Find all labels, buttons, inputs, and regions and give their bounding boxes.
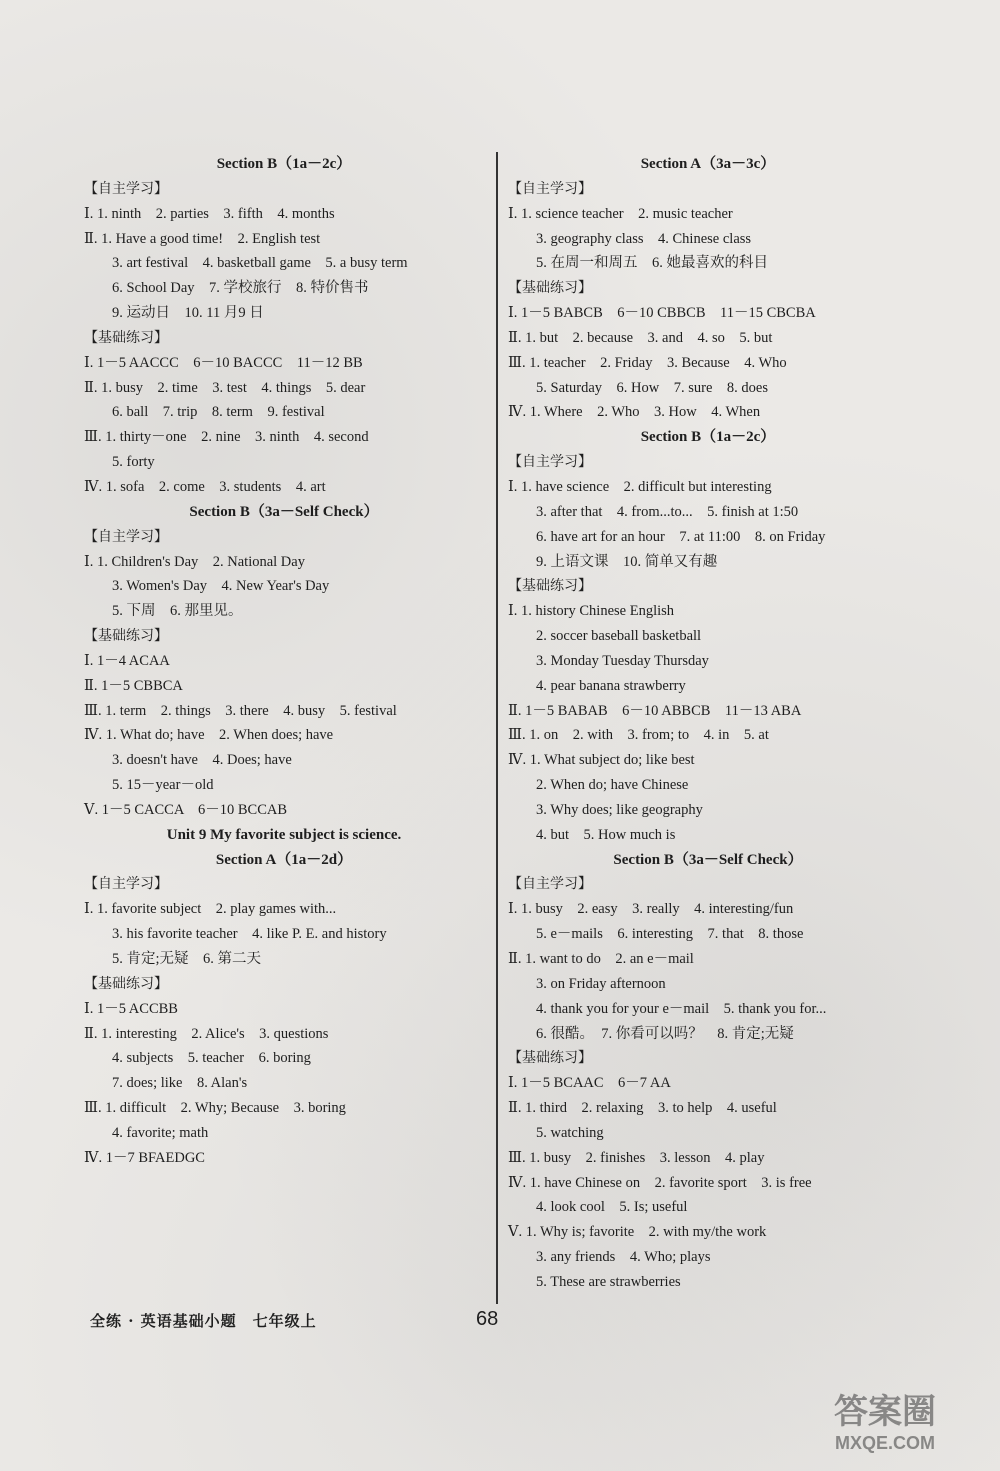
answer-line: 3. on Friday afternoon: [536, 975, 666, 992]
answer-line: Ⅳ. 1. sofa 2. come 3. students 4. art: [84, 478, 326, 495]
answer-line: 4. subjects 5. teacher 6. boring: [112, 1050, 311, 1067]
answer-line: Ⅱ. 1. busy 2. time 3. test 4. things 5. dear: [84, 379, 366, 396]
exercise-heading: 【基础练习】: [508, 578, 592, 595]
answer-line: Ⅳ. 1. have Chinese on 2. favorite sport 3. is free: [508, 1174, 812, 1191]
section-heading: Unit 9 My favorite subject is science.: [166, 826, 402, 843]
section-heading: Section B（3a－Self Check）: [613, 851, 803, 868]
watermark-logo-text: 答案圈: [834, 1392, 936, 1432]
answer-line: 2. When do; have Chinese: [536, 777, 689, 794]
answer-line: 3. after that 4. from...to... 5. finish at 1:50: [536, 503, 799, 520]
exercise-heading: 【自主学习】: [508, 454, 592, 471]
answer-line: 5. 15－year－old: [112, 777, 214, 794]
answer-line: Ⅳ. 1－7 BFAEDGC: [84, 1149, 205, 1166]
answer-line: Ⅰ. 1. Children's Day 2. National Day: [84, 553, 305, 570]
exercise-heading: 【自主学习】: [84, 528, 168, 545]
answer-line: Ⅲ. 1. term 2. things 3. there 4. busy 5. festival: [84, 702, 397, 719]
answer-line: Ⅲ. 1. teacher 2. Friday 3. Because 4. Who: [508, 354, 787, 371]
exercise-heading: 【基础练习】: [84, 628, 168, 645]
answer-line: Ⅰ. 1－5 AACCC 6－10 BACCC 11－12 BB: [84, 354, 363, 371]
answer-line: 5. watching: [536, 1124, 604, 1141]
answer-line: Ⅱ. 1. but 2. because 3. and 4. so 5. but: [508, 329, 773, 346]
section-heading: Section A（3a－3c）: [640, 156, 776, 172]
section-heading: Section B（3a－Self Check）: [189, 503, 379, 520]
answer-line: Ⅳ. 1. Where 2. Who 3. How 4. When: [508, 404, 761, 421]
answer-line: Ⅳ. 1. What do; have 2. When does; have: [84, 727, 334, 744]
answer-line: 5. e－mails 6. interesting 7. that 8. those: [536, 926, 804, 943]
answer-line: 4. look cool 5. Is; useful: [536, 1199, 688, 1216]
answer-line: Ⅴ. 1－5 CACCA 6－10 BCCAB: [84, 801, 288, 818]
answer-line: Ⅰ. 1－5 BCAAC 6－7 AA: [508, 1075, 671, 1092]
answer-line: 5. 肯定;无疑 6. 第二天: [112, 951, 262, 967]
answer-line: Ⅱ. 1. Have a good time! 2. English test: [84, 230, 321, 247]
answer-line: 3. doesn't have 4. Does; have: [112, 752, 292, 769]
answer-line: Ⅰ. 1. ninth 2. parties 3. fifth 4. months: [84, 205, 335, 222]
answer-line: Ⅲ. 1. thirty－one 2. nine 3. ninth 4. second: [84, 429, 369, 446]
answer-line: Ⅱ. 1－5 CBBCA: [84, 677, 183, 694]
answer-line: 5. Saturday 6. How 7. sure 8. does: [536, 379, 768, 396]
answer-line: 3. Why does; like geography: [536, 801, 703, 818]
exercise-heading: 【自主学习】: [84, 876, 168, 893]
exercise-heading: 【自主学习】: [508, 180, 592, 197]
answer-line: Ⅱ. 1. want to do 2. an e－mail: [508, 951, 694, 967]
answer-line: Ⅲ. 1. on 2. with 3. from; to 4. in 5. at: [508, 727, 769, 744]
answer-line: 6. have art for an hour 7. at 11:00 8. on Friday: [536, 528, 826, 545]
answer-line: 5. 在周一和周五 6. 她最喜欢的科目: [536, 255, 768, 272]
answer-line: 9. 上语文课 10. 简单又有趣: [536, 553, 718, 570]
section-heading: Section B（1a－2c）: [216, 156, 352, 172]
column-divider: [496, 152, 498, 1304]
answer-line: Ⅱ. 1. interesting 2. Alice's 3. questions: [84, 1025, 329, 1042]
page-number: 68: [476, 1308, 499, 1330]
answer-line: Ⅰ. 1. history Chinese English: [508, 603, 675, 620]
answer-line: 3. art festival 4. basketball game 5. a busy term: [112, 255, 408, 272]
answer-line: Ⅲ. 1. difficult 2. Why; Because 3. boring: [84, 1100, 346, 1117]
exercise-heading: 【基础练习】: [84, 329, 168, 346]
answer-line: 3. Women's Day 4. New Year's Day: [112, 578, 330, 595]
exercise-heading: 【自主学习】: [508, 876, 592, 893]
section-heading: Section A（1a－2d）: [215, 851, 353, 868]
answer-line: Ⅰ. 1. favorite subject 2. play games with...: [84, 901, 337, 918]
right-column: [508, 152, 908, 1295]
site-watermark: [790, 1391, 980, 1461]
answer-line: Ⅰ. 1. busy 2. easy 3. really 4. interesting/fun: [508, 901, 794, 918]
exercise-heading: 【基础练习】: [508, 1050, 592, 1067]
book-title: 全练 · 英语基础小题 七年级上: [90, 1312, 317, 1330]
answer-line: Ⅰ. 1. science teacher 2. music teacher: [508, 205, 733, 222]
exercise-heading: 【基础练习】: [508, 280, 592, 297]
answer-line: 6. ball 7. trip 8. term 9. festival: [112, 404, 325, 421]
answer-line: 5. forty: [112, 454, 155, 471]
answer-line: Ⅰ. 1－5 ACCBB: [84, 1000, 178, 1017]
watermark-url: MXQE.COM: [834, 1433, 935, 1453]
answer-line: 5. 下周 6. 那里见。: [112, 603, 243, 620]
section-heading: Section B（1a－2c）: [640, 429, 776, 446]
page-footer: [90, 1308, 910, 1338]
answer-line: 4. but 5. How much is: [536, 826, 676, 843]
answer-line: Ⅲ. 1. busy 2. finishes 3. lesson 4. play: [508, 1149, 765, 1166]
exercise-heading: 【基础练习】: [84, 975, 168, 992]
answer-line: 3. geography class 4. Chinese class: [536, 230, 752, 247]
answer-line: 9. 运动日 10. 11 月9 日: [112, 305, 264, 322]
answer-line: 4. pear banana strawberry: [536, 677, 686, 694]
answer-line: 6. 很酷。 7. 你看可以吗？ 8. 肯定;无疑: [536, 1025, 794, 1042]
answer-line: 7. does; like 8. Alan's: [112, 1075, 248, 1092]
answer-line: 2. soccer baseball basketball: [536, 628, 702, 645]
answer-line: Ⅰ. 1－5 BABCB 6－10 CBBCB 11－15 CBCBA: [508, 305, 816, 322]
answer-line: Ⅰ. 1. have science 2. difficult but interesting: [508, 478, 772, 495]
answer-line: 3. Monday Tuesday Thursday: [536, 652, 709, 669]
answer-line: 6. School Day 7. 学校旅行 8. 特价售书: [112, 280, 369, 297]
answer-line: 5. These are strawberries: [536, 1273, 681, 1290]
answer-line: 3. any friends 4. Who; plays: [536, 1249, 711, 1266]
answer-line: 4. favorite; math: [112, 1124, 209, 1141]
answer-line: Ⅱ. 1. third 2. relaxing 3. to help 4. useful: [508, 1100, 777, 1117]
answer-line: Ⅳ. 1. What subject do; like best: [508, 752, 695, 769]
answer-line: 3. his favorite teacher 4. like P. E. and history: [112, 926, 387, 943]
exercise-heading: 【自主学习】: [84, 180, 168, 197]
answer-line: 4. thank you for your e－mail 5. thank you for...: [536, 1000, 827, 1017]
answer-line: Ⅱ. 1－5 BABAB 6－10 ABBCB 11－13 ABA: [508, 702, 802, 719]
left-column: [84, 152, 484, 1171]
answer-line: Ⅴ. 1. Why is; favorite 2. with my/the work: [508, 1224, 767, 1241]
answer-line: Ⅰ. 1－4 ACAA: [84, 652, 170, 669]
